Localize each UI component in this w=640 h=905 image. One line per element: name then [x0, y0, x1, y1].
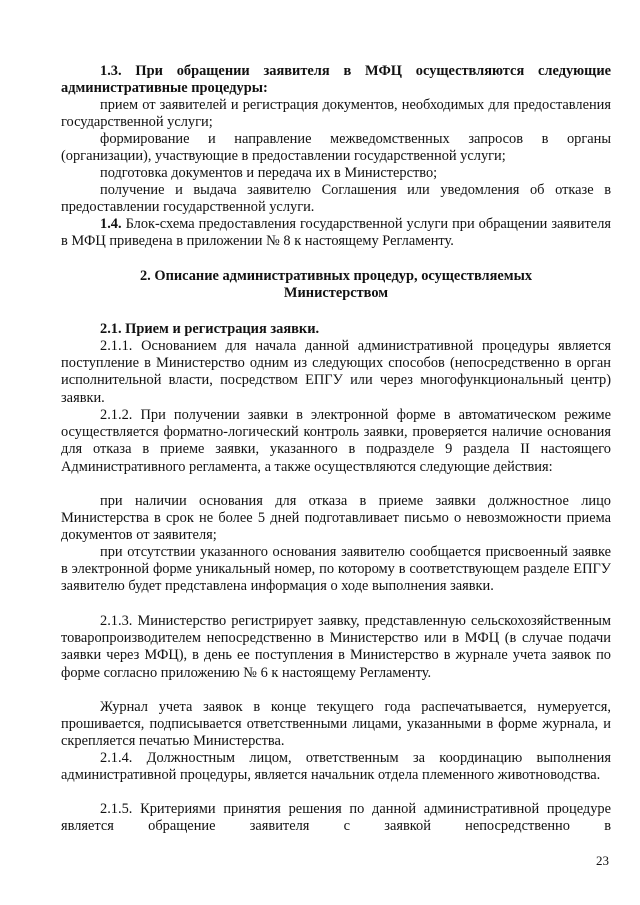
- paragraph-2-1-2: 2.1.2. При получении заявки в электронной форме в автоматическом режиме осуществляется форматно-логический контроль заявки, проверяется наличие основания для отказа в приеме заявки, указанного в подразделе 9 раздела II настоящего Административного регламента, а также осуществляются следующие действия:: [61, 407, 611, 475]
- paragraph-2-1-5: 2.1.5. Критериями принятия решения по данной административной процедуре является обращение заявителя с заявкой непосредственно в: [61, 801, 611, 835]
- list-item: получение и выдача заявителю Соглашения или уведомления об отказе в предоставлении государственной услуги.: [61, 182, 611, 216]
- section-2-heading-line1: 2. Описание административных процедур, осуществляемых: [139, 268, 533, 284]
- paragraph-journal: Журнал учета заявок в конце текущего года распечатывается, нумеруется, прошивается, подписывается ответственными лицами, указанными в форме журнала, и скрепляется печатью Министерства.: [61, 699, 611, 750]
- section-1-3-title: 1.3. При обращении заявителя в МФЦ осуществляются следующие административные процедуры:: [61, 63, 611, 97]
- list-item: подготовка документов и передача их в Министерство;: [100, 165, 438, 181]
- section-2-1-title: 2.1. Прием и регистрация заявки.: [100, 321, 320, 337]
- section-2-heading-line2: Министерством: [283, 285, 389, 302]
- list-item: прием от заявителей и регистрация документов, необходимых для предоставления государственной услуги;: [61, 97, 611, 131]
- section-2-heading: [61, 268, 611, 302]
- section-1-4-text: Блок-схема предоставления государственной услуги при обращении заявителя в МФЦ приведена в приложении № 8 к настоящему Регламенту.: [61, 216, 611, 250]
- paragraph-2-1-4: 2.1.4. Должностным лицом, ответственным за координацию выполнения административной процедуры, является начальник отдела племенного животноводства.: [61, 750, 611, 784]
- paragraph-refusal: при наличии основания для отказа в приеме заявки должностное лицо Министерства в срок не более 5 дней подготавливает письмо о невозможности приема документов от заявителя;: [61, 493, 611, 544]
- paragraph-no-refusal: при отсутствии указанного основания заявителю сообщается присвоенный заявке в электронной форме уникальный номер, по которому в соответствующем разделе ЕПГУ заявителю будет представлена информация о ходе выполнения заявки.: [61, 544, 611, 595]
- paragraph-2-1-3: 2.1.3. Министерство регистрирует заявку, представленную сельскохозяйственным товаропроизводителем непосредственно в Министерство или в МФЦ (в случае подачи заявки через МФЦ), в день ее поступления в Министерство в журнале учета заявок по форме согласно приложению № 6 к настоящему Регламенту.: [61, 613, 611, 681]
- list-item: формирование и направление межведомственных запросов в органы (организации), участвующие в предоставлении государственной услуги;: [61, 131, 611, 165]
- section-1-4-label: 1.4.: [100, 216, 122, 232]
- paragraph-2-1-1: 2.1.1. Основанием для начала данной административной процедуры является поступление в Министерство одним из следующих способов (непосредственно в орган исполнительной власти, посредством ЕПГУ или через многофункциональный центр) заявки.: [61, 338, 611, 406]
- page-number: 23: [596, 853, 609, 868]
- section-1-4: [61, 216, 611, 250]
